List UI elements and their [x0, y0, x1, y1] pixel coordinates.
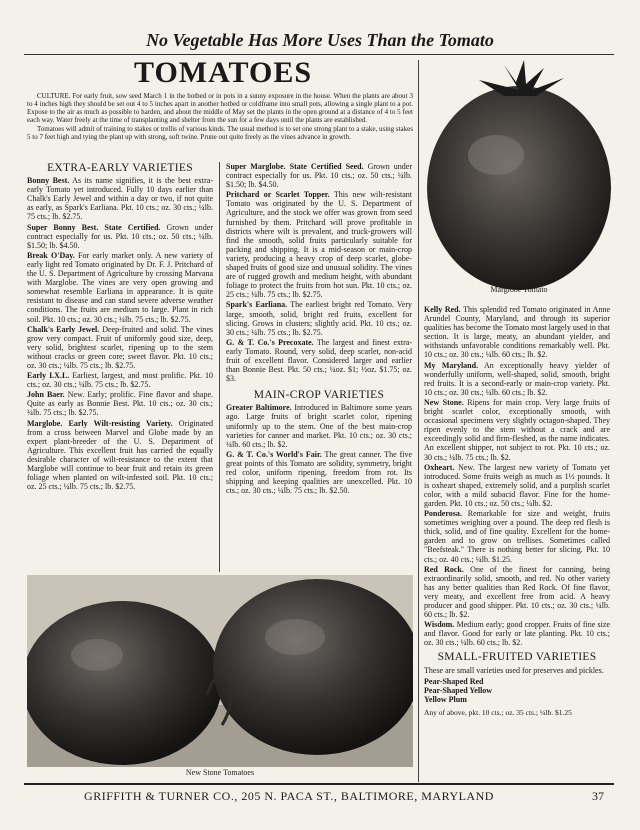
variety-entry [27, 390, 213, 417]
variety-name: G. & T. Co.'s World's Fair. [226, 449, 322, 459]
variety-name: Break O'Day. [27, 250, 75, 260]
variety-text: Grown under contract especially for us. Pkt. 10 cts.; oz. 50 cts.; ¼lb. $1.50; lb. $4.50. [27, 222, 213, 250]
variety-name: New Stone. [424, 397, 464, 407]
variety-entry [424, 620, 610, 647]
variety-entry [226, 300, 412, 336]
variety-entry [424, 398, 610, 462]
small-fruited-intro: These are small varieties used for preserves and pickles. [424, 665, 604, 675]
variety-text: This splendid red Tomato originated in Anne Arundel County, Maryland, and through its superior qualities has become the Tomato most largely used in that section. It is large, meaty, an abundant yielder, and withstands unfavorable conditions remarkably well. Pkt. 10 cts.; oz. 30 cts.; ¼lb. 60 cts.; lb. $2. [424, 305, 610, 360]
variety-text: New. Early; prolific. Fine flavor and shape. Quite as early as Bonnie Best. Pkt. 10 cts.; oz. 30 cts.; ¼lb. 75 cts.; lb. $2.75. [27, 390, 213, 418]
variety-text: The largest and finest extra-early Tomato. Round, very solid, deep scarlet, non-acid fruit of excellent flavor. Considered larger and earlier than Bonnie Best. Pkt. 50 cts.; ¼oz. $1; ½oz. $1.75; oz. $3. [226, 337, 412, 384]
variety-name: G. & T. Co.'s Precoxate. [226, 337, 314, 347]
variety-text: An exceptionally heavy yielder of wonderfully uniform, well-shaped, solid, smooth, bright red fruits. It is a second-early or main-crop variety. Pkt. 10 cts.; oz. 30 cts.; ¼lb. 60 cts.; lb. $2. [424, 360, 610, 397]
variety-name: Super Bonny Best. State Certified. [27, 222, 161, 232]
marglobe-photo [424, 60, 614, 292]
variety-name: Red Rock. [424, 564, 464, 574]
right-column [424, 305, 610, 718]
variety-name: John Baer. [27, 390, 65, 400]
variety-entry [226, 190, 412, 299]
variety-text: The great canner. The five great points of this Tomato are solidity, symmetry, bright red color, uniform ripening, freedom from rot. Its shipping and keeping qualities are unexcelled. Pkt. 10 cts.; oz. 30 cts.; ¼lb. 75 cts.; lb. $2.50. [226, 449, 413, 496]
variety-name: Chalk's Early Jewel. [27, 324, 100, 334]
variety-name: Pritchard or Scarlet Topper. [226, 190, 330, 200]
variety-name: Oxheart. [424, 462, 455, 472]
list-item: Pear-Shaped Red [424, 676, 484, 686]
variety-entry [424, 305, 610, 360]
page-title: TOMATOES [134, 56, 313, 89]
new-stone-photo [27, 575, 413, 767]
variety-text: Earliest, largest, and most prolific. Pkt. 10 cts.; oz. 30 cts.; ¼lb. 75 cts.; lb. $2.75. [27, 371, 213, 390]
variety-text: Ripens for main crop. Very large fruits of bright scarlet color, exceptionally smooth, with occasional specimens very slightly octagon-shaped. They ripen evenly to the stem without a crack and are exceedingly solid and firm-fleshed, as the name indicates. An excellent shipper, not subject to rot. Pkt. 10 cts.; oz. 30 cts.; ¼lb. 75 cts.; lb. $2. [424, 397, 611, 462]
variety-entry [226, 338, 412, 383]
variety-text: One of the finest for canning, being extraordinarily solid, smooth, and red. No other variety has any better qualities than Red Rock. Of fine flavor, very meaty, and excellent free from acid. A heavy producer and good shipper. Pkt. 10 cts.; oz. 30 cts.; ¼lb. 60 cts.; lb. $2. [424, 564, 610, 620]
culture-paragraph: Tomatoes will admit of training to stakes or trellis of various kinds. The usual method is to set one strong plant to a stake, using stakes 5 to 7 feet high and tying the plant up with strong, soft twine. Prune out quite freely as the vines advance in growth. [27, 125, 413, 141]
variety-entry [424, 361, 610, 397]
top-rule [24, 54, 614, 55]
culture-paragraph: CULTURE. For early fruit, sow seed March 1 in the hotbed or in pots in a sunny exposure in the house. When the plants are about 3 to 4 inches high they should be set out 4 to 5 inches apart in another hotbed or coldframe into small pots, allowing a single plant to a pot. Expose to the air as much as possible to harden, and about the middle of May set the plants in the open ground at a distance of 4 to 5 feet each way. Water freely at the time of transplanting and shelter from the sun for a few days until the plants are established. [27, 92, 413, 124]
variety-text: Introduced in Baltimore some years ago. Large fruits of bright scarlet color, ripening uniformly up to the stem. One of the best main-crop varieties for canner and market. Pkt. 10 cts.; oz. 30 cts.; ¼lb. 60 cts.; lb. $2. [226, 403, 412, 449]
variety-name: Greater Baltimore. [226, 403, 292, 413]
marglobe-tomato-image [424, 60, 614, 292]
variety-name: Super Marglobe. State Certified Seed. [226, 162, 364, 171]
variety-entry [27, 251, 213, 324]
variety-text: The earliest bright red Tomato. Very large, smooth, solid, bright red fruits, excellent for slicing. Grows in clusters; slightly acid. Pkt. 10 cts.; oz. 30 cts.; ¼lb. 75 cts.; lb. $2.75. [226, 300, 413, 337]
variety-text: Originated from a cross between Marvel and Globe made by an expert plant-breeder of the U. S. Department of Agriculture. This excellent fruit has carried the equally desirable character of wilt-resistance to the extent that Marglobe will continue to bear fruit and retain its green foliage when planted on wilt-infested soil. Pkt. 10 cts.; oz. 25 cts.; ¼lb. 75 cts.; lb. $2.75. [27, 418, 213, 492]
main-crop-heading: MAIN-CROP VARIETIES [253, 389, 385, 402]
page-number: 37 [592, 789, 604, 803]
variety-text: Grown under contract especially for us. Pkt. 10 cts.; oz. 50 cts.; ¼lb. $1.50; lb. $4.50. [226, 162, 412, 190]
variety-name: Ponderosa. [424, 509, 462, 519]
variety-name: Wisdom. [424, 620, 455, 630]
variety-name: My Maryland. [424, 360, 479, 370]
variety-entry [424, 565, 610, 620]
variety-text: For early market only. A new variety of early light red Tomato originated by Dr. F. J. Pritchard of the U. S. Department of Agriculture by crossing Marvana with Marglobe. The vines are very open growing and somewhat resemble Earliana in appearance. It is quite resistant to disease and can stand severe adverse weather conditions. The fruits are medium to large. Plant in rich soil. Pkt. 10 cts.; oz. 30 cts.; ¼lb. 75 cts.; lb. $2.75. [27, 250, 213, 324]
new-stone-caption: New Stone Tomatoes [185, 768, 255, 777]
variety-name: Early I.X.L. [27, 371, 70, 381]
footer-rule [24, 783, 614, 785]
variety-text: Medium early; good cropper. Fruits of fine size and flavor. Good for early or late planting. Pkt. 10 cts.; oz. 30 cts.; ¼lb. 60 cts.; lb. $2. [424, 620, 610, 648]
small-fruited-heading: SMALL-FRUITED VARIETIES [437, 651, 597, 664]
variety-entry [27, 419, 213, 492]
list-item: Yellow Plum [424, 695, 467, 705]
variety-name: Bonny Best. [27, 176, 70, 186]
page-banner: No Vegetable Has More Uses Than the Tomato [146, 30, 494, 50]
column-divider [418, 60, 419, 782]
column-divider [219, 162, 220, 572]
variety-text: This new wilt-resistant Tomato was originated by the U. S. Department of Agriculture, and the stock we offer was grown from seed furnished by them. Pritchard will prove profitable in districts where wilt is prevalent, and truck-growers will find the smooth, solid fruits particularly suitable for packing and shipping. It is a mid-season or main-crop variety, producing a heavy crop of deep scarlet, globe-shaped fruits of good size and unusual solidity. The vines are of rugged growth and medium height, with abundant foliage to protect the fruits from hot sun. Pkt. 10 cts.; oz. 25 cts.; ¼lb. 75 cts.; lb. $2.75. [226, 190, 412, 300]
small-fruited-price: Any of above, pkt. 10 cts.; oz. 35 cts.; ¼lb. $1.25 [424, 707, 572, 717]
culture-text [27, 92, 413, 142]
main-crop-column [226, 162, 412, 496]
variety-name: Spark's Earliana. [226, 300, 288, 310]
extra-early-heading: EXTRA-EARLY VARIETIES [47, 162, 193, 174]
variety-text: Remarkable for size and weight, fruits sometimes weighing over a pound. The deep red flesh is thick, solid, and of fine quality. Excellent for the home-garden and to grow on trellises. Sometimes called "Beefsteak." There is nothing better for slicing. Pkt. 10 cts.; oz. 40 cts.; ¼lb. $1.25. [424, 509, 610, 564]
variety-name: Marglobe. Early Wilt-resisting Variety. [27, 418, 173, 428]
extra-early-column [27, 162, 213, 492]
variety-entry [27, 325, 213, 370]
variety-text: New. The largest new variety of Tomato yet introduced. Some fruits weigh as much as 1½ pounds. It is oxheart shaped, extremely solid, and a purplish scarlet color, with a mild subacid flavor. Fine for the home-garden. Pkt. 10 cts.; oz. 50 cts.; ¼lb. $2. [424, 462, 610, 508]
variety-text: As its name signifies, it is the best extra-early Tomato yet introduced. Fully 10 days earlier than Chalk's Early Jewel and within a day or two, if not quite as early, as Spark's Earliana. Pkt. 10 cts.; oz. 30 cts.; ¼lb. 75 cts.; lb. $2.75. [27, 176, 213, 222]
footer-address: GRIFFITH & TURNER CO., 205 N. PACA ST., BALTIMORE, MARYLAND [84, 789, 494, 803]
marglobe-caption: Marglobe Tomato [490, 285, 548, 294]
list-item: Pear-Shaped Yellow [424, 685, 493, 695]
new-stone-tomatoes-image [27, 575, 413, 767]
variety-entry [27, 176, 213, 221]
variety-entry [226, 162, 412, 189]
variety-entry [27, 223, 213, 250]
variety-entry [226, 403, 412, 448]
variety-entry [424, 509, 610, 564]
variety-entry [226, 450, 412, 495]
variety-entry [27, 371, 213, 389]
variety-name: Kelly Red. [424, 305, 461, 314]
variety-entry [424, 463, 610, 508]
small-fruited-list [424, 677, 610, 705]
variety-text: Deep-fruited and solid. The vines grow very compact. Fruit of uniformly good size, deep, very solid, brightest scarlet, ripening up to the stem without cracks or green core; sweet flavor. Pkt. 10 cts.; oz. 30 cts.; ¼lb. 75 cts.; lb. $2.75. [27, 324, 214, 370]
